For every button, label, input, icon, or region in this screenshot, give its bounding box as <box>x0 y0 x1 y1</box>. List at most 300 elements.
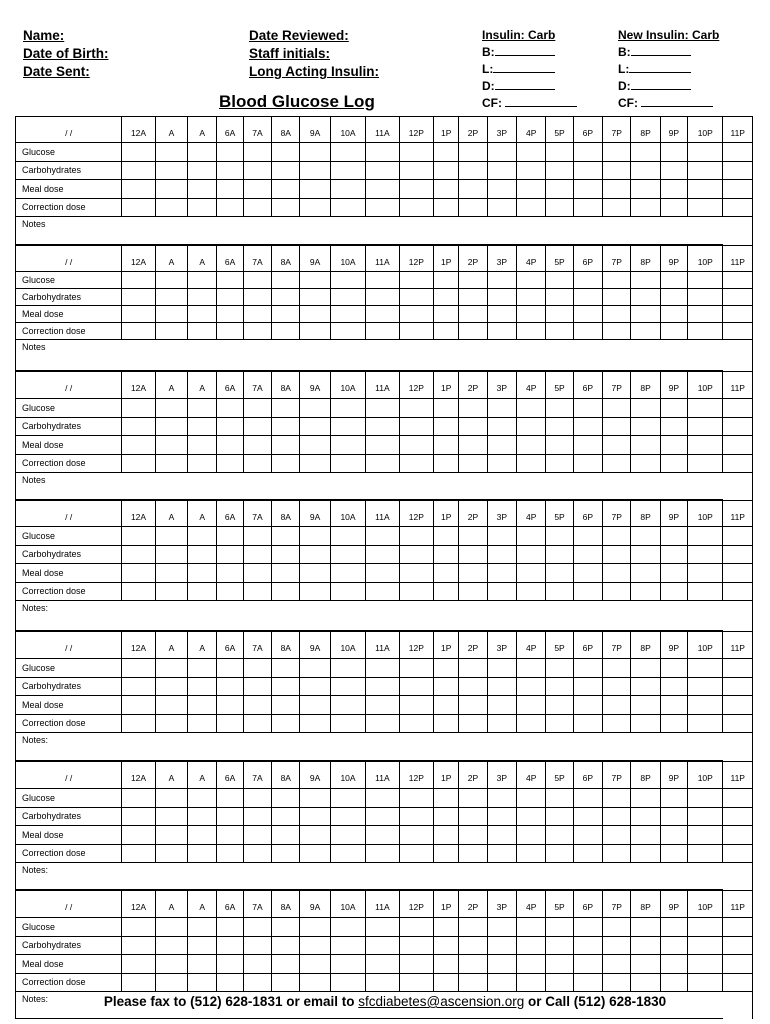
date-field[interactable]: / / <box>16 372 122 399</box>
log-cell[interactable] <box>517 582 546 601</box>
log-cell[interactable] <box>517 973 546 992</box>
log-cell[interactable] <box>517 198 546 217</box>
log-cell[interactable] <box>272 289 300 306</box>
log-cell[interactable] <box>399 436 433 455</box>
log-cell[interactable] <box>243 180 271 199</box>
log-cell[interactable] <box>688 807 723 826</box>
log-cell[interactable] <box>631 973 660 992</box>
log-cell[interactable] <box>573 289 602 306</box>
log-cell[interactable] <box>330 436 365 455</box>
log-cell[interactable] <box>122 564 155 583</box>
log-cell[interactable] <box>459 714 487 733</box>
log-cell[interactable] <box>603 323 631 340</box>
log-cell[interactable] <box>517 272 546 289</box>
log-cell[interactable] <box>688 955 723 974</box>
log-cell[interactable] <box>243 323 271 340</box>
notes-field[interactable]: Notes: <box>16 601 723 631</box>
log-cell[interactable] <box>243 417 271 436</box>
log-cell[interactable] <box>272 436 300 455</box>
log-cell[interactable] <box>434 399 459 418</box>
log-cell[interactable] <box>723 323 753 340</box>
log-cell[interactable] <box>300 436 330 455</box>
log-cell[interactable] <box>300 582 330 601</box>
log-cell[interactable] <box>217 564 243 583</box>
log-cell[interactable] <box>723 807 753 826</box>
log-cell[interactable] <box>487 161 516 180</box>
log-cell[interactable] <box>188 582 217 601</box>
log-cell[interactable] <box>300 677 330 696</box>
log-cell[interactable] <box>546 973 573 992</box>
log-cell[interactable] <box>723 564 753 583</box>
log-cell[interactable] <box>631 143 660 162</box>
log-cell[interactable] <box>459 936 487 955</box>
log-cell[interactable] <box>122 714 155 733</box>
log-cell[interactable] <box>188 918 217 937</box>
log-cell[interactable] <box>603 955 631 974</box>
log-cell[interactable] <box>459 180 487 199</box>
log-cell[interactable] <box>122 826 155 845</box>
log-cell[interactable] <box>546 289 573 306</box>
log-cell[interactable] <box>546 161 573 180</box>
log-cell[interactable] <box>434 198 459 217</box>
log-cell[interactable] <box>487 844 516 863</box>
date-field[interactable]: / / <box>16 246 122 272</box>
log-cell[interactable] <box>243 143 271 162</box>
log-cell[interactable] <box>660 696 687 715</box>
log-cell[interactable] <box>300 272 330 289</box>
log-cell[interactable] <box>459 436 487 455</box>
log-cell[interactable] <box>217 696 243 715</box>
log-cell[interactable] <box>603 789 631 808</box>
log-cell[interactable] <box>546 436 573 455</box>
log-cell[interactable] <box>434 180 459 199</box>
log-cell[interactable] <box>399 306 433 323</box>
log-cell[interactable] <box>660 936 687 955</box>
log-cell[interactable] <box>300 918 330 937</box>
date-field[interactable]: / / <box>16 117 122 143</box>
log-cell[interactable] <box>660 564 687 583</box>
log-cell[interactable] <box>399 527 433 546</box>
log-cell[interactable] <box>517 844 546 863</box>
log-cell[interactable] <box>243 564 271 583</box>
log-cell[interactable] <box>399 807 433 826</box>
log-cell[interactable] <box>517 143 546 162</box>
log-cell[interactable] <box>573 955 602 974</box>
log-cell[interactable] <box>723 918 753 937</box>
log-cell[interactable] <box>631 272 660 289</box>
log-cell[interactable] <box>330 582 365 601</box>
log-cell[interactable] <box>517 399 546 418</box>
log-cell[interactable] <box>122 582 155 601</box>
log-cell[interactable] <box>517 936 546 955</box>
log-cell[interactable] <box>217 289 243 306</box>
log-cell[interactable] <box>459 545 487 564</box>
log-cell[interactable] <box>546 323 573 340</box>
log-cell[interactable] <box>459 272 487 289</box>
log-cell[interactable] <box>546 143 573 162</box>
log-cell[interactable] <box>188 436 217 455</box>
log-cell[interactable] <box>660 454 687 473</box>
log-cell[interactable] <box>217 936 243 955</box>
log-cell[interactable] <box>217 545 243 564</box>
log-cell[interactable] <box>688 545 723 564</box>
log-cell[interactable] <box>517 306 546 323</box>
log-cell[interactable] <box>487 826 516 845</box>
log-cell[interactable] <box>243 844 271 863</box>
log-cell[interactable] <box>487 180 516 199</box>
log-cell[interactable] <box>546 696 573 715</box>
log-cell[interactable] <box>217 826 243 845</box>
log-cell[interactable] <box>546 527 573 546</box>
log-cell[interactable] <box>243 973 271 992</box>
log-cell[interactable] <box>155 789 187 808</box>
log-cell[interactable] <box>603 306 631 323</box>
log-cell[interactable] <box>188 955 217 974</box>
log-cell[interactable] <box>300 844 330 863</box>
log-cell[interactable] <box>434 289 459 306</box>
log-cell[interactable] <box>660 545 687 564</box>
log-cell[interactable] <box>188 973 217 992</box>
log-cell[interactable] <box>399 936 433 955</box>
log-cell[interactable] <box>434 436 459 455</box>
log-cell[interactable] <box>272 973 300 992</box>
log-cell[interactable] <box>217 955 243 974</box>
log-cell[interactable] <box>243 714 271 733</box>
log-cell[interactable] <box>217 198 243 217</box>
log-cell[interactable] <box>517 696 546 715</box>
log-cell[interactable] <box>723 399 753 418</box>
log-cell[interactable] <box>188 323 217 340</box>
log-cell[interactable] <box>122 161 155 180</box>
log-cell[interactable] <box>723 417 753 436</box>
log-cell[interactable] <box>217 844 243 863</box>
log-cell[interactable] <box>366 696 399 715</box>
log-cell[interactable] <box>723 161 753 180</box>
log-cell[interactable] <box>459 582 487 601</box>
log-cell[interactable] <box>434 306 459 323</box>
log-cell[interactable] <box>603 289 631 306</box>
log-cell[interactable] <box>434 936 459 955</box>
log-cell[interactable] <box>688 143 723 162</box>
log-cell[interactable] <box>434 918 459 937</box>
log-cell[interactable] <box>188 417 217 436</box>
log-cell[interactable] <box>300 973 330 992</box>
log-cell[interactable] <box>517 180 546 199</box>
log-cell[interactable] <box>546 936 573 955</box>
log-cell[interactable] <box>546 306 573 323</box>
log-cell[interactable] <box>660 826 687 845</box>
log-cell[interactable] <box>155 399 187 418</box>
log-cell[interactable] <box>459 399 487 418</box>
log-cell[interactable] <box>546 659 573 678</box>
log-cell[interactable] <box>300 161 330 180</box>
log-cell[interactable] <box>688 323 723 340</box>
log-cell[interactable] <box>603 826 631 845</box>
log-cell[interactable] <box>330 826 365 845</box>
log-cell[interactable] <box>243 918 271 937</box>
log-cell[interactable] <box>660 918 687 937</box>
log-cell[interactable] <box>573 696 602 715</box>
log-cell[interactable] <box>300 454 330 473</box>
log-cell[interactable] <box>517 527 546 546</box>
new-insulin-carb-b-field[interactable] <box>631 44 691 56</box>
log-cell[interactable] <box>366 807 399 826</box>
log-cell[interactable] <box>217 436 243 455</box>
log-cell[interactable] <box>366 844 399 863</box>
log-cell[interactable] <box>188 454 217 473</box>
log-cell[interactable] <box>300 399 330 418</box>
log-cell[interactable] <box>122 789 155 808</box>
log-cell[interactable] <box>330 272 365 289</box>
log-cell[interactable] <box>603 417 631 436</box>
log-cell[interactable] <box>573 807 602 826</box>
log-cell[interactable] <box>573 306 602 323</box>
log-cell[interactable] <box>217 272 243 289</box>
log-cell[interactable] <box>660 807 687 826</box>
log-cell[interactable] <box>487 696 516 715</box>
log-cell[interactable] <box>459 844 487 863</box>
log-cell[interactable] <box>399 454 433 473</box>
log-cell[interactable] <box>546 545 573 564</box>
log-cell[interactable] <box>217 714 243 733</box>
log-cell[interactable] <box>300 826 330 845</box>
log-cell[interactable] <box>300 289 330 306</box>
date-field[interactable]: / / <box>16 501 122 527</box>
log-cell[interactable] <box>487 582 516 601</box>
log-cell[interactable] <box>660 659 687 678</box>
log-cell[interactable] <box>122 180 155 199</box>
log-cell[interactable] <box>723 306 753 323</box>
log-cell[interactable] <box>434 826 459 845</box>
log-cell[interactable] <box>631 564 660 583</box>
log-cell[interactable] <box>434 973 459 992</box>
log-cell[interactable] <box>603 545 631 564</box>
log-cell[interactable] <box>434 789 459 808</box>
log-cell[interactable] <box>631 289 660 306</box>
log-cell[interactable] <box>723 955 753 974</box>
log-cell[interactable] <box>459 955 487 974</box>
log-cell[interactable] <box>399 198 433 217</box>
log-cell[interactable] <box>546 807 573 826</box>
log-cell[interactable] <box>155 936 187 955</box>
log-cell[interactable] <box>217 973 243 992</box>
notes-field[interactable]: Notes: <box>16 733 723 761</box>
log-cell[interactable] <box>660 161 687 180</box>
log-cell[interactable] <box>631 417 660 436</box>
log-cell[interactable] <box>459 807 487 826</box>
log-cell[interactable] <box>300 417 330 436</box>
log-cell[interactable] <box>487 436 516 455</box>
insulin-carb-l-field[interactable] <box>493 61 555 73</box>
log-cell[interactable] <box>631 659 660 678</box>
log-cell[interactable] <box>631 454 660 473</box>
log-cell[interactable] <box>688 844 723 863</box>
log-cell[interactable] <box>155 289 187 306</box>
log-cell[interactable] <box>399 417 433 436</box>
log-cell[interactable] <box>217 807 243 826</box>
log-cell[interactable] <box>688 161 723 180</box>
log-cell[interactable] <box>603 582 631 601</box>
log-cell[interactable] <box>399 844 433 863</box>
log-cell[interactable] <box>459 677 487 696</box>
log-cell[interactable] <box>573 399 602 418</box>
log-cell[interactable] <box>546 955 573 974</box>
log-cell[interactable] <box>631 936 660 955</box>
log-cell[interactable] <box>723 714 753 733</box>
log-cell[interactable] <box>459 826 487 845</box>
log-cell[interactable] <box>243 306 271 323</box>
log-cell[interactable] <box>217 454 243 473</box>
log-cell[interactable] <box>188 714 217 733</box>
log-cell[interactable] <box>603 696 631 715</box>
insulin-carb-d-field[interactable] <box>495 78 555 90</box>
log-cell[interactable] <box>188 143 217 162</box>
log-cell[interactable] <box>330 659 365 678</box>
log-cell[interactable] <box>723 696 753 715</box>
log-cell[interactable] <box>366 582 399 601</box>
log-cell[interactable] <box>330 161 365 180</box>
log-cell[interactable] <box>155 143 187 162</box>
log-cell[interactable] <box>487 289 516 306</box>
notes-field[interactable]: Notes <box>16 340 723 371</box>
log-cell[interactable] <box>155 844 187 863</box>
log-cell[interactable] <box>243 936 271 955</box>
log-cell[interactable] <box>631 844 660 863</box>
log-cell[interactable] <box>660 272 687 289</box>
log-cell[interactable] <box>366 918 399 937</box>
log-cell[interactable] <box>300 696 330 715</box>
log-cell[interactable] <box>459 143 487 162</box>
log-cell[interactable] <box>723 973 753 992</box>
log-cell[interactable] <box>366 454 399 473</box>
log-cell[interactable] <box>660 789 687 808</box>
log-cell[interactable] <box>300 936 330 955</box>
log-cell[interactable] <box>188 545 217 564</box>
log-cell[interactable] <box>155 714 187 733</box>
log-cell[interactable] <box>546 454 573 473</box>
log-cell[interactable] <box>487 714 516 733</box>
log-cell[interactable] <box>603 807 631 826</box>
log-cell[interactable] <box>300 659 330 678</box>
log-cell[interactable] <box>188 807 217 826</box>
log-cell[interactable] <box>399 789 433 808</box>
log-cell[interactable] <box>660 417 687 436</box>
log-cell[interactable] <box>330 714 365 733</box>
log-cell[interactable] <box>517 677 546 696</box>
log-cell[interactable] <box>487 323 516 340</box>
log-cell[interactable] <box>122 918 155 937</box>
log-cell[interactable] <box>459 289 487 306</box>
log-cell[interactable] <box>546 789 573 808</box>
log-cell[interactable] <box>122 545 155 564</box>
log-cell[interactable] <box>434 272 459 289</box>
log-cell[interactable] <box>399 143 433 162</box>
log-cell[interactable] <box>366 564 399 583</box>
log-cell[interactable] <box>217 789 243 808</box>
log-cell[interactable] <box>155 436 187 455</box>
log-cell[interactable] <box>217 677 243 696</box>
log-cell[interactable] <box>399 714 433 733</box>
log-cell[interactable] <box>188 677 217 696</box>
log-cell[interactable] <box>272 955 300 974</box>
log-cell[interactable] <box>688 789 723 808</box>
log-cell[interactable] <box>660 677 687 696</box>
log-cell[interactable] <box>243 198 271 217</box>
log-cell[interactable] <box>217 323 243 340</box>
log-cell[interactable] <box>122 143 155 162</box>
log-cell[interactable] <box>122 955 155 974</box>
log-cell[interactable] <box>688 936 723 955</box>
log-cell[interactable] <box>631 677 660 696</box>
log-cell[interactable] <box>603 180 631 199</box>
log-cell[interactable] <box>459 527 487 546</box>
log-cell[interactable] <box>517 659 546 678</box>
log-cell[interactable] <box>546 918 573 937</box>
date-field[interactable]: / / <box>16 891 122 918</box>
log-cell[interactable] <box>217 417 243 436</box>
log-cell[interactable] <box>546 714 573 733</box>
log-cell[interactable] <box>434 659 459 678</box>
log-cell[interactable] <box>330 323 365 340</box>
log-cell[interactable] <box>517 955 546 974</box>
log-cell[interactable] <box>517 918 546 937</box>
log-cell[interactable] <box>688 289 723 306</box>
log-cell[interactable] <box>723 789 753 808</box>
log-cell[interactable] <box>122 417 155 436</box>
log-cell[interactable] <box>723 659 753 678</box>
log-cell[interactable] <box>366 272 399 289</box>
log-cell[interactable] <box>487 659 516 678</box>
log-cell[interactable] <box>723 180 753 199</box>
log-cell[interactable] <box>517 807 546 826</box>
log-cell[interactable] <box>272 545 300 564</box>
log-cell[interactable] <box>723 289 753 306</box>
log-cell[interactable] <box>603 198 631 217</box>
log-cell[interactable] <box>122 936 155 955</box>
log-cell[interactable] <box>188 161 217 180</box>
log-cell[interactable] <box>300 323 330 340</box>
log-cell[interactable] <box>330 789 365 808</box>
log-cell[interactable] <box>434 582 459 601</box>
log-cell[interactable] <box>660 180 687 199</box>
log-cell[interactable] <box>517 161 546 180</box>
log-cell[interactable] <box>434 161 459 180</box>
log-cell[interactable] <box>243 436 271 455</box>
log-cell[interactable] <box>330 454 365 473</box>
log-cell[interactable] <box>688 696 723 715</box>
log-cell[interactable] <box>434 454 459 473</box>
log-cell[interactable] <box>243 659 271 678</box>
log-cell[interactable] <box>300 714 330 733</box>
log-cell[interactable] <box>723 582 753 601</box>
log-cell[interactable] <box>155 306 187 323</box>
log-cell[interactable] <box>487 789 516 808</box>
date-field[interactable]: / / <box>16 632 122 659</box>
log-cell[interactable] <box>603 454 631 473</box>
log-cell[interactable] <box>487 454 516 473</box>
log-cell[interactable] <box>366 399 399 418</box>
log-cell[interactable] <box>366 436 399 455</box>
log-cell[interactable] <box>434 844 459 863</box>
log-cell[interactable] <box>688 582 723 601</box>
log-cell[interactable] <box>723 844 753 863</box>
log-cell[interactable] <box>434 955 459 974</box>
log-cell[interactable] <box>434 677 459 696</box>
log-cell[interactable] <box>272 582 300 601</box>
log-cell[interactable] <box>366 973 399 992</box>
log-cell[interactable] <box>217 659 243 678</box>
log-cell[interactable] <box>434 545 459 564</box>
